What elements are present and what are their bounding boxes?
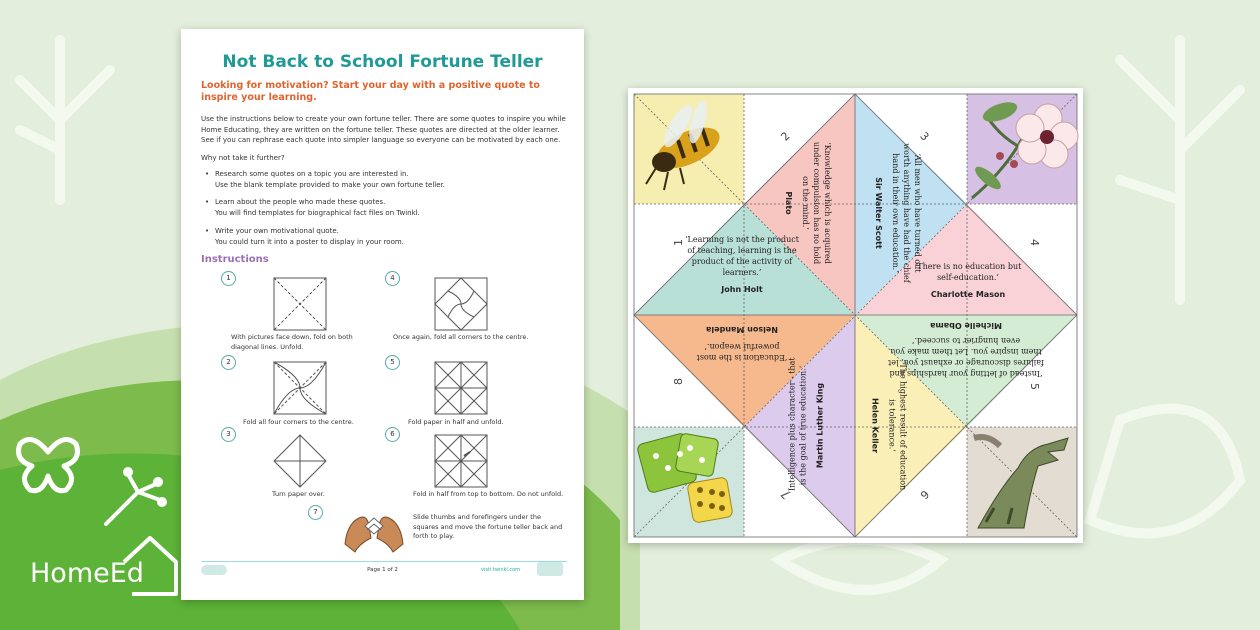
intro-text: Use the instructions below to create your own fortune teller. There are some quotes to inspire you while Home Educating, they are written on the fortune teller. These quotes are directed at the older learner. See if you can rephrase each quote into simpler language so everyone can be motivated by each one. (201, 115, 566, 144)
footer-url: visit twinkl.com (481, 567, 521, 573)
quote-helen-keller: ‘The highest result of education is tolerance.’ Helen Keller (870, 360, 908, 491)
butterfly-icon (12, 432, 84, 498)
further-heading: Why not take it further? (201, 154, 285, 162)
fortune-number: 6 (917, 487, 932, 502)
quote-martin-luther-king: ‘Intelligence plus character - that is the goal of true education.’ Martin Luther King (787, 357, 825, 494)
twinkl-badge (537, 562, 563, 576)
fortune-teller-sheet (628, 88, 1083, 543)
step-number: 1 (221, 271, 236, 286)
step-number: 6 (385, 427, 400, 442)
step-number: 7 (308, 505, 323, 520)
brand-logo-text: HomeEd (30, 558, 144, 589)
fold-diagram-1 (273, 277, 327, 331)
quote-plato: ‘Knowledge which is acquired under compulsion has no hold on the mind.’ Plato (784, 141, 832, 265)
step-number: 5 (385, 355, 400, 370)
fortune-number: 3 (917, 129, 932, 144)
bullet-item: • Learn about the people who made these quotes. You will find templates for biographical fact files on Twinkl. (215, 197, 555, 219)
bullet-item: • Write your own motivational quote. You could turn it into a poster to display in your room. (215, 226, 555, 248)
instructions-heading: Instructions (201, 254, 269, 265)
fortune-number: 5 (1028, 383, 1041, 390)
fortune-number: 1 (672, 239, 685, 246)
fortune-number: 4 (1028, 239, 1041, 246)
hands-picture-icon (341, 504, 407, 554)
fold-diagram-4 (434, 277, 488, 331)
step-caption: Fold all four corners to the centre. (243, 418, 354, 426)
step-caption: Slide thumbs and forefingers under the squares and move the fortune teller back and forth to play. (413, 513, 563, 540)
dandelion-icon (98, 462, 168, 532)
fold-diagram-5 (434, 361, 488, 415)
bullet-item: • Research some quotes on a topic you are interested in. Use the blank template provided to make your own fortune teller. (215, 169, 555, 191)
step-caption: With pictures face down, fold on both diagonal lines. Unfold. (231, 333, 353, 351)
page-number: Page 1 of 2 (367, 567, 398, 573)
step-caption: Turn paper over. (272, 490, 325, 498)
fortune-teller-template (628, 88, 1083, 543)
quote-charlotte-mason: ‘There is no education but self-education.’ Charlotte Mason (914, 262, 1022, 299)
step-caption: Fold in half from top to bottom. Do not unfold. (413, 490, 564, 498)
fold-diagram-6 (434, 434, 488, 488)
document-title: Not Back to School Fortune Teller (222, 52, 543, 72)
step-number: 2 (221, 355, 236, 370)
step-caption: Once again, fold all corners to the centre. (393, 333, 529, 341)
step-number: 4 (385, 271, 400, 286)
step-number: 3 (221, 427, 236, 442)
instruction-sheet (181, 29, 584, 600)
fortune-number: 2 (778, 129, 793, 144)
quote-michelle-obama: ‘Instead of letting your hardships and failures discourage or exhaust you, let them inspire you. Let them make you even hungrier to succeed.’ Michelle Obama (888, 321, 1044, 378)
footer-divider (201, 561, 567, 562)
fortune-number: 8 (672, 378, 685, 385)
fold-diagram-2 (273, 361, 327, 415)
fold-diagram-3 (273, 434, 327, 488)
step-caption: Fold paper in half and unfold. (408, 418, 504, 426)
lead-text: Looking for motivation? Start your day with a positive quote to inspire your learning. (201, 80, 540, 103)
fortune-number: 7 (778, 487, 793, 502)
quote-nelson-mandela: ‘Education is the most powerful weapon.’ Nelson Mandela (696, 325, 788, 362)
quote-walter-scott: ‘All men who have turned out worth anything have had the chief hand in their own education.’ Sir Walter Scott (874, 143, 922, 283)
quote-john-holt: ‘Learning is not the product of teaching, learning is the product of the activity of learners.’ John Holt (684, 235, 800, 294)
